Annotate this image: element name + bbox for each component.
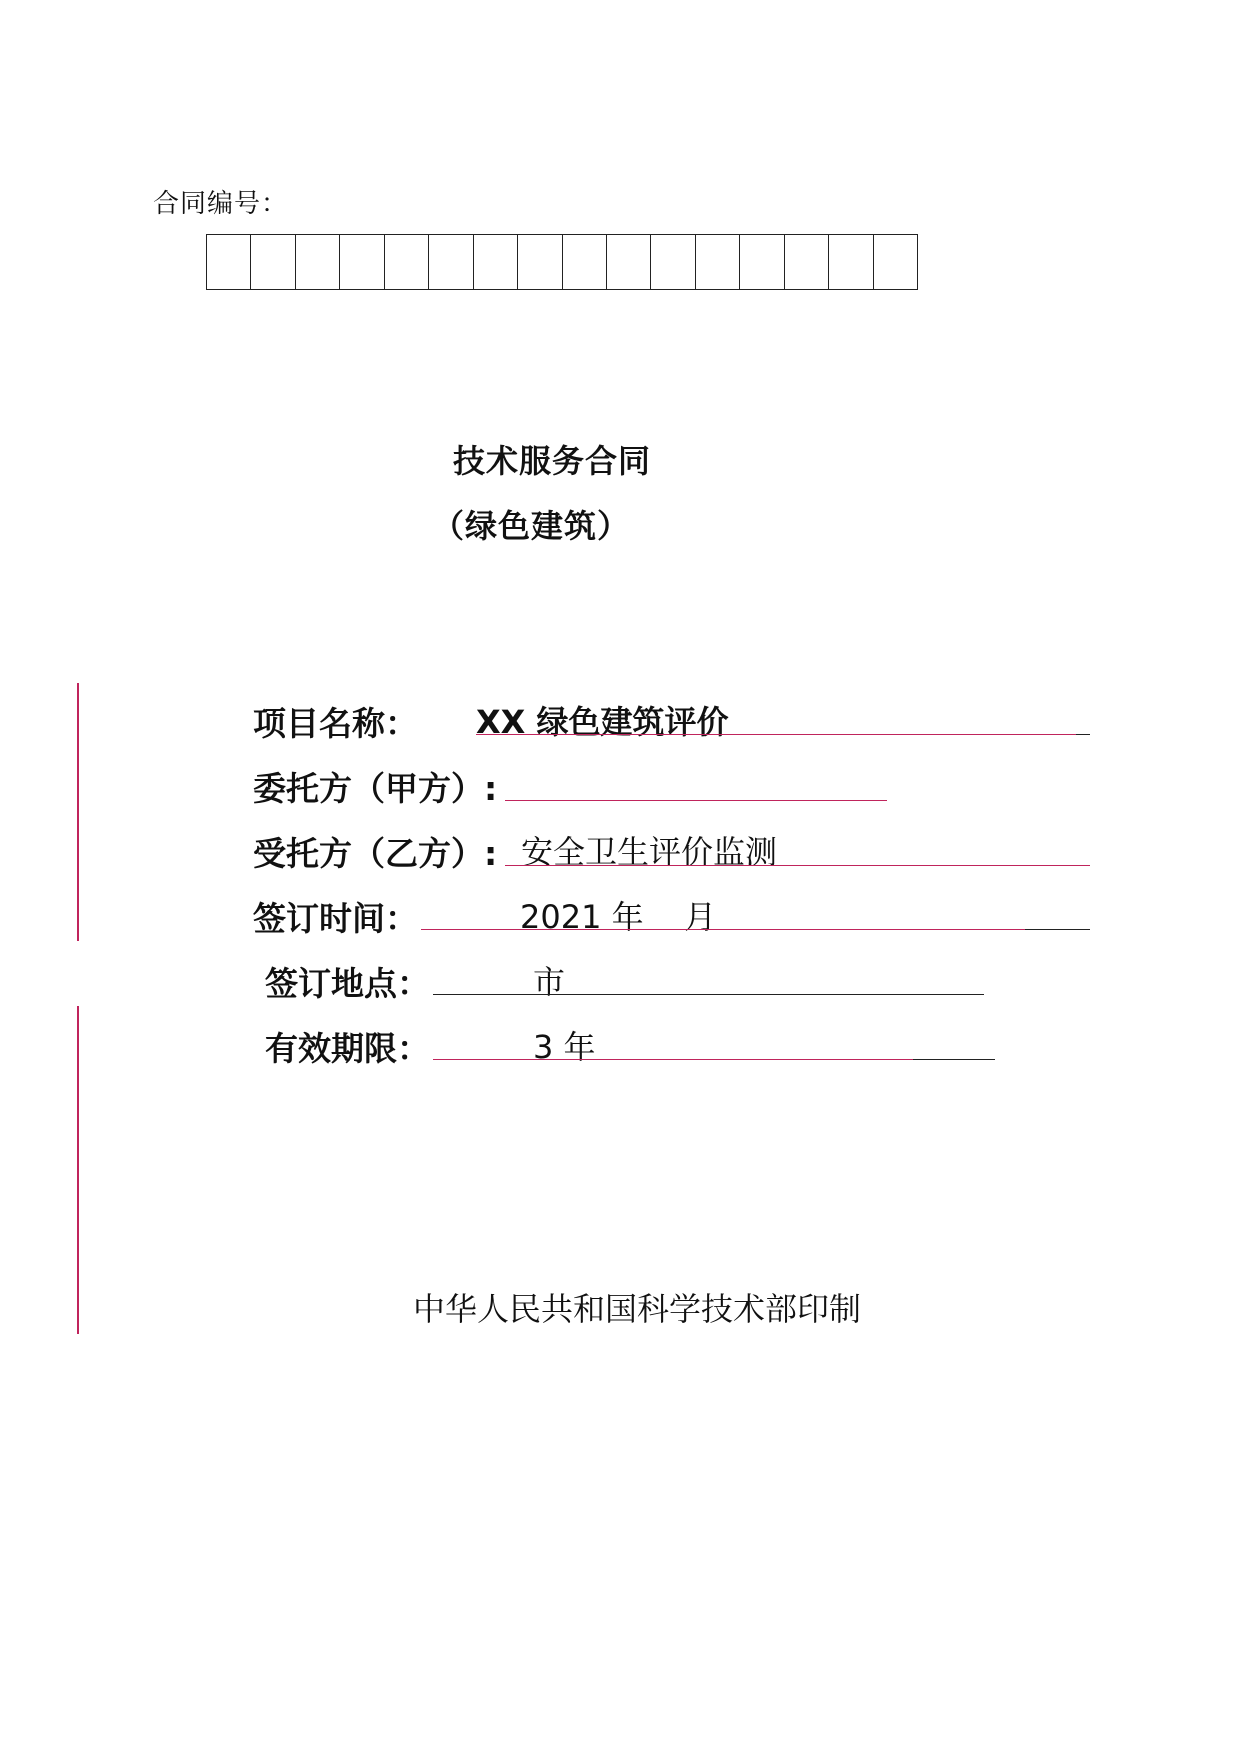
contract-number-boxes[interactable] bbox=[206, 234, 918, 290]
contract-number-box[interactable] bbox=[296, 235, 340, 289]
project-name-underline-end bbox=[1076, 734, 1090, 735]
margin-line-lower bbox=[77, 1006, 79, 1334]
contract-number-label: 合同编号： bbox=[153, 189, 289, 219]
contract-number-box[interactable] bbox=[607, 235, 651, 289]
contract-number-box[interactable] bbox=[874, 235, 917, 289]
contract-number-box[interactable] bbox=[429, 235, 473, 289]
contract-number-box[interactable] bbox=[740, 235, 784, 289]
contract-number-box[interactable] bbox=[251, 235, 295, 289]
contract-number-box[interactable] bbox=[385, 235, 429, 289]
document-title: 技术服务合同 bbox=[453, 442, 652, 480]
margin-line-upper bbox=[77, 683, 79, 941]
contractor-label: 受托方（乙方）: bbox=[253, 834, 498, 873]
project-name-underline bbox=[476, 734, 1076, 735]
contract-number-box[interactable] bbox=[207, 235, 251, 289]
validity-label: 有效期限： bbox=[265, 1029, 430, 1068]
contract-number-box[interactable] bbox=[785, 235, 829, 289]
sign-time-underline bbox=[421, 929, 1025, 930]
client-field[interactable] bbox=[505, 800, 887, 801]
sign-place-value[interactable]: 市 bbox=[533, 963, 566, 1001]
sign-time-label: 签订时间： bbox=[253, 899, 418, 938]
sign-time-underline-end bbox=[1025, 929, 1090, 930]
project-name-value[interactable]: XX 绿色建筑评价 bbox=[476, 703, 729, 741]
contract-number-box[interactable] bbox=[696, 235, 740, 289]
sign-time-value[interactable]: 2021 年 月 bbox=[520, 898, 717, 936]
contract-number-box[interactable] bbox=[651, 235, 695, 289]
contract-number-box[interactable] bbox=[518, 235, 562, 289]
contract-number-box[interactable] bbox=[474, 235, 518, 289]
client-label: 委托方（甲方）: bbox=[253, 769, 498, 808]
validity-underline-end bbox=[913, 1059, 995, 1060]
contractor-value[interactable]: 安全卫生评价监测 bbox=[521, 833, 778, 871]
sign-place-label: 签订地点： bbox=[265, 964, 430, 1003]
contract-number-box[interactable] bbox=[563, 235, 607, 289]
sign-place-underline bbox=[433, 994, 984, 995]
document-subtitle: （绿色建筑） bbox=[432, 507, 631, 545]
contractor-underline bbox=[505, 865, 1090, 866]
validity-value[interactable]: 3 年 bbox=[533, 1028, 596, 1066]
contract-number-box[interactable] bbox=[340, 235, 384, 289]
project-name-label: 项目名称： bbox=[253, 704, 418, 743]
validity-underline bbox=[433, 1059, 913, 1060]
contract-number-box[interactable] bbox=[829, 235, 873, 289]
publisher-footer: 中华人民共和国科学技术部印制 bbox=[413, 1290, 862, 1328]
